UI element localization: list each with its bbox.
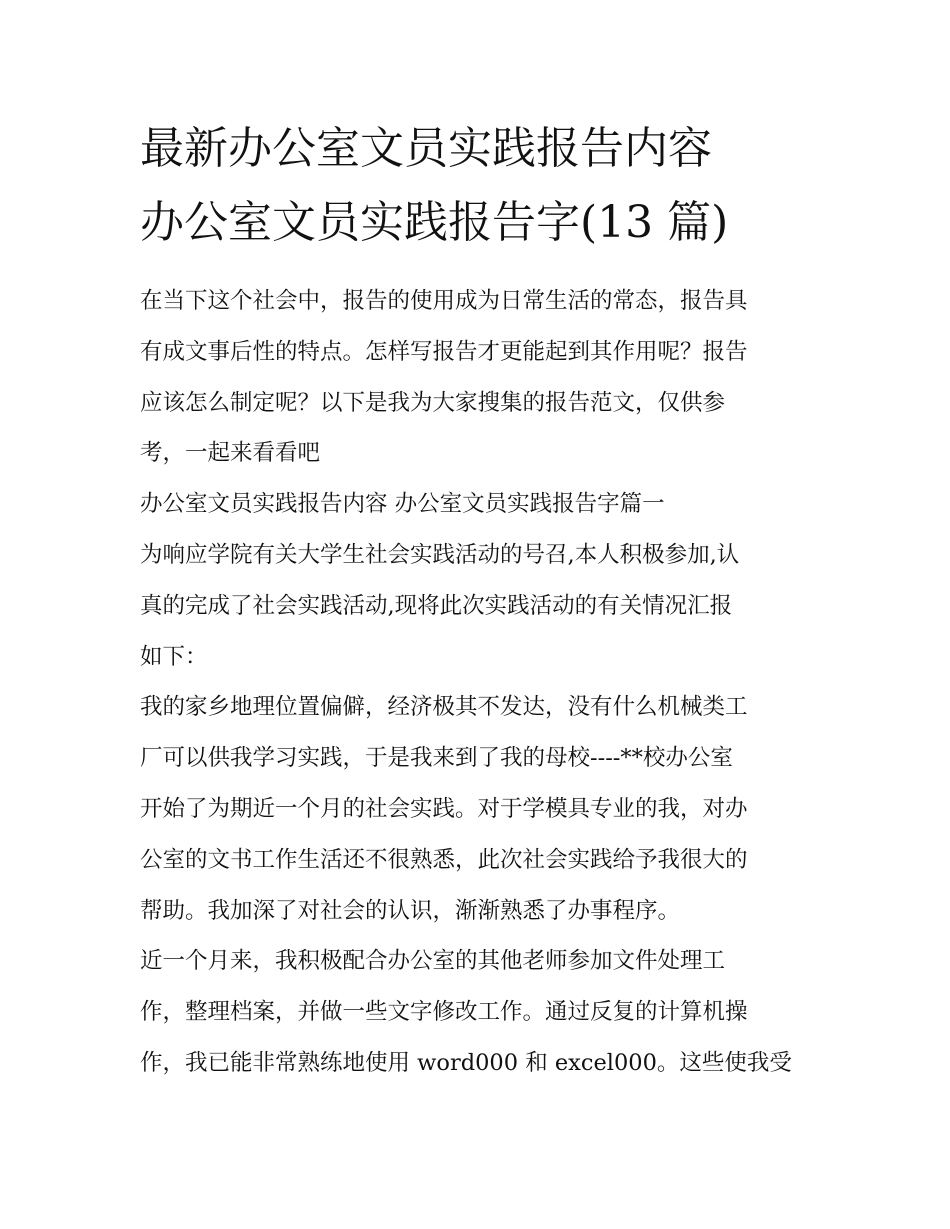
body-line: 应该怎么制定呢？以下是我为大家搜集的报告范文，仅供参 bbox=[140, 389, 726, 416]
body-line: 有成文事后性的特点。怎样写报告才更能起到其作用呢？报告 bbox=[140, 338, 748, 365]
body-line: 作，整理档案，并做一些文字修改工作。通过反复的计算机操 bbox=[140, 999, 748, 1026]
body-line: 作，我已能非常熟练地使用 word000 和 excel000。这些使我受 bbox=[140, 1049, 792, 1076]
body-line: 为响应学院有关大学生社会实践活动的号召,本人积极参加,认 bbox=[140, 541, 740, 568]
title-line-1: 最新办公室文员实践报告内容 bbox=[140, 123, 712, 174]
document-body bbox=[140, 276, 820, 1089]
body-line: 厂可以供我学习实践，于是我来到了我的母校----**校办公室 bbox=[140, 745, 733, 772]
body-line: 考，一起来看看吧 bbox=[140, 440, 321, 467]
body-line: 帮助。我加深了对社会的认识，渐渐熟悉了办事程序。 bbox=[140, 897, 681, 924]
body-line: 近一个月来，我积极配合办公室的其他老师参加文件处理工 bbox=[140, 948, 726, 975]
title-line-2: 办公室文员实践报告字(13 篇) bbox=[140, 197, 729, 248]
body-line: 我的家乡地理位置偏僻，经济极其不发达，没有什么机械类工 bbox=[140, 694, 748, 721]
body-line: 在当下这个社会中，报告的使用成为日常生活的常态，报告具 bbox=[140, 288, 748, 314]
document-title bbox=[140, 112, 830, 260]
body-line: 开始了为期近一个月的社会实践。对于学模具专业的我，对办 bbox=[140, 795, 748, 822]
body-line: 真的完成了社会实践活动,现将此次实践活动的有关情况汇报 bbox=[140, 592, 733, 619]
body-line: 如下： bbox=[140, 643, 208, 670]
body-line: 公室的文书工作生活还不很熟悉，此次社会实践给予我很大的 bbox=[140, 846, 748, 873]
section-heading: 办公室文员实践报告内容 办公室文员实践报告字篇一 bbox=[140, 491, 665, 518]
